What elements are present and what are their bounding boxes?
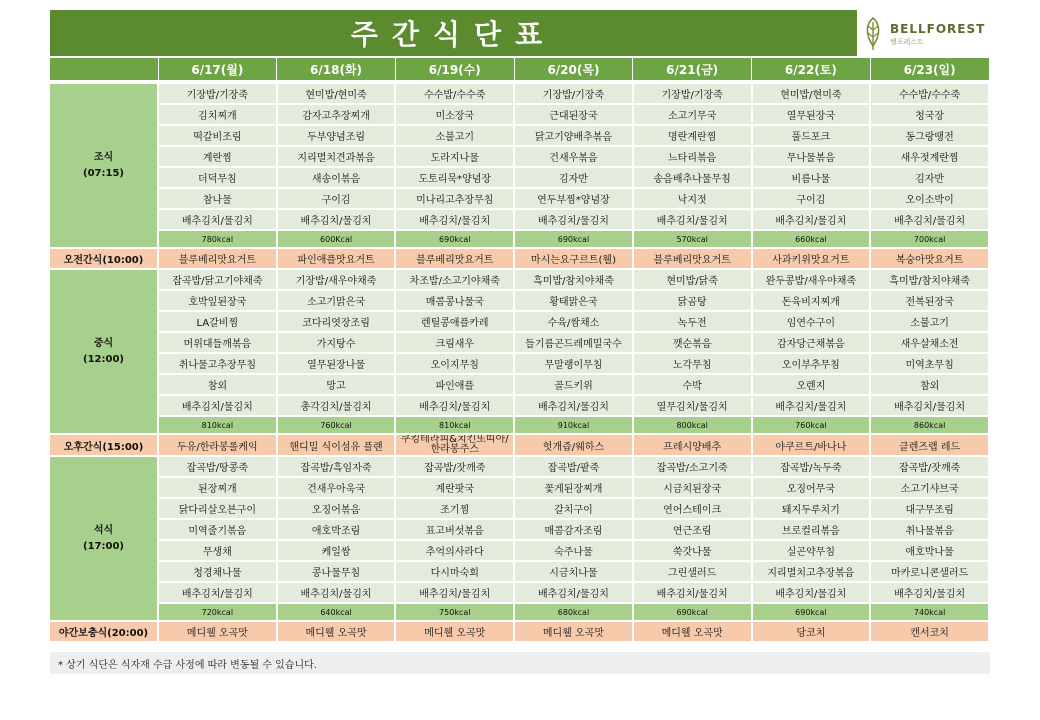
dish-cell: 기장밥/새우야채죽	[277, 269, 396, 290]
dish-cell: 시금치된장국	[633, 477, 752, 498]
dish-cell: 연어스테이크	[633, 498, 752, 519]
dish-cell: 새우살채소전	[870, 332, 989, 353]
snack-cell: 쿠킹테라피&치킨또띠아/한라봉주스	[395, 434, 514, 456]
dish-cell: 완두콩밥/새우야채죽	[752, 269, 871, 290]
dish-cell: 미역초무침	[870, 353, 989, 374]
dish-cell: 배추김치/물김치	[158, 395, 277, 416]
dish-cell: 오이부추무침	[752, 353, 871, 374]
dish-cell: 현미밥/현미죽	[752, 84, 871, 104]
snack-cell: 클렌즈랩 레드	[870, 434, 989, 456]
lunch-dish-row	[50, 374, 989, 395]
dish-cell: 마카로니콘샐러드	[870, 561, 989, 582]
dish-cell: 미역줄기볶음	[158, 519, 277, 540]
dish-cell: 배추김치/물김치	[752, 395, 871, 416]
dish-cell: 시금치나물	[514, 561, 633, 582]
dish-cell: 청국장	[870, 104, 989, 125]
dish-cell: 돈육비지찌개	[752, 290, 871, 311]
dish-cell: 열무김치/물김치	[633, 395, 752, 416]
snack-cell: 메디웰 오곡맛	[514, 621, 633, 642]
dish-cell: 무생채	[158, 540, 277, 561]
dish-cell: 연근조림	[633, 519, 752, 540]
kcal-cell: 760kcal	[277, 416, 396, 434]
dish-cell: 머위대들깨볶음	[158, 332, 277, 353]
dish-cell: 계란팟국	[395, 477, 514, 498]
dish-cell: 열무된장나물	[277, 353, 396, 374]
kcal-cell: 810kcal	[395, 416, 514, 434]
morning_snack-row	[50, 248, 989, 269]
dish-cell: 감자당근채볶음	[752, 332, 871, 353]
dish-cell: 잡곡밥/녹두죽	[752, 456, 871, 477]
dish-cell: 추억의사라다	[395, 540, 514, 561]
lunch-dish-row	[50, 332, 989, 353]
dish-cell: 실곤약무침	[752, 540, 871, 561]
dish-cell: 조기찜	[395, 498, 514, 519]
breakfast-dish-row	[50, 209, 989, 230]
snack-cell: 블루베리맛요거트	[633, 248, 752, 269]
kcal-cell: 640kcal	[277, 603, 396, 621]
dish-cell: 케일쌈	[277, 540, 396, 561]
dish-cell: 근대된장국	[514, 104, 633, 125]
breakfast-dish-row	[50, 104, 989, 125]
snack-cell: 메디웰 오곡맛	[633, 621, 752, 642]
dish-cell: 미소장국	[395, 104, 514, 125]
lunch-dish-row	[50, 269, 989, 290]
dish-cell: 임연수구이	[752, 311, 871, 332]
day-header: 6/23(일)	[870, 58, 989, 80]
kcal-cell: 720kcal	[158, 603, 277, 621]
afternoon_snack-time: (15:00)	[102, 441, 144, 453]
dish-cell: 배추김치/물김치	[395, 209, 514, 230]
snack-cell: 메디웰 오곡맛	[158, 621, 277, 642]
dish-cell: 오이지무침	[395, 353, 514, 374]
dish-cell: 갈치구이	[514, 498, 633, 519]
snack-cell: 당코치	[752, 621, 871, 642]
lunch-dish-row	[50, 395, 989, 416]
dish-cell: 차조밥/소고기야채죽	[395, 269, 514, 290]
dish-cell: 현미밥/현미죽	[277, 84, 396, 104]
bellforest-logo	[862, 14, 990, 54]
snack-cell: 메디웰 오곡맛	[277, 621, 396, 642]
dish-cell: 배추김치/물김치	[514, 395, 633, 416]
dish-cell: 닭곰탕	[633, 290, 752, 311]
dish-cell: 배추김치/물김치	[633, 582, 752, 603]
dish-cell: 송음배추나물무침	[633, 167, 752, 188]
dish-cell: 호박잎된장국	[158, 290, 277, 311]
dish-cell: 지리멸치견과볶음	[277, 146, 396, 167]
dish-cell: 닭고기양배추볶음	[514, 125, 633, 146]
dish-cell: 잡곡밥/소고기죽	[633, 456, 752, 477]
breakfast-kcal-row	[50, 230, 989, 248]
kcal-cell: 810kcal	[158, 416, 277, 434]
dish-cell: 파인애플	[395, 374, 514, 395]
morning_snack-label: 오전간식	[63, 255, 103, 266]
dish-cell: 배추김치/물김치	[277, 209, 396, 230]
dish-cell: 두부양념조림	[277, 125, 396, 146]
night_snack-row	[50, 621, 989, 642]
day-header: 6/22(토)	[752, 58, 871, 80]
leaf-logo-icon	[862, 16, 884, 52]
day-header: 6/20(목)	[514, 58, 633, 80]
dish-cell: 새우젓계란찜	[870, 146, 989, 167]
dish-cell: 잡곡밥/땅콩죽	[158, 456, 277, 477]
dinner-dish-row	[50, 582, 989, 603]
dish-cell: 도라지나물	[395, 146, 514, 167]
dish-cell: 흑미밥/참치야채죽	[514, 269, 633, 290]
breakfast-dish-row	[50, 167, 989, 188]
dish-cell: 녹두전	[633, 311, 752, 332]
day-header: 6/17(월)	[158, 58, 277, 80]
dish-cell: 소고기샤브국	[870, 477, 989, 498]
dish-cell: 동그랑땡전	[870, 125, 989, 146]
dish-cell: 김자반	[514, 167, 633, 188]
day-header-row	[50, 58, 989, 80]
dish-cell: 매콤감자조림	[514, 519, 633, 540]
dish-cell: 연두부찜*양념장	[514, 188, 633, 209]
dish-cell: 참나물	[158, 188, 277, 209]
snack-cell: 메디웰 오곡맛	[395, 621, 514, 642]
snack-cell: 복숭아맛요거트	[870, 248, 989, 269]
dish-cell: 떡갈비조림	[158, 125, 277, 146]
breakfast-dish-row	[50, 125, 989, 146]
dinner-dish-row	[50, 561, 989, 582]
dish-cell: 비름나물	[752, 167, 871, 188]
dish-cell: 배추김치/물김치	[870, 209, 989, 230]
snack-cell: 캔서코치	[870, 621, 989, 642]
dish-cell: 잡곡밥/닭고기야채죽	[158, 269, 277, 290]
dish-cell: 숙주나물	[514, 540, 633, 561]
dish-cell: 돼지두루치기	[752, 498, 871, 519]
dish-cell: 망고	[277, 374, 396, 395]
dish-cell: 오징어무국	[752, 477, 871, 498]
dish-cell: 쑥갓나물	[633, 540, 752, 561]
snack-cell: 야쿠르트/바나나	[752, 434, 871, 456]
dish-cell: 미나리고추장무침	[395, 188, 514, 209]
dish-cell: 표고버섯볶음	[395, 519, 514, 540]
dish-cell: 잡곡밥/잣깨죽	[395, 456, 514, 477]
snack-cell: 헛개즙/웨하스	[514, 434, 633, 456]
dish-cell: 배추김치/물김치	[158, 582, 277, 603]
dish-cell: 대구무조림	[870, 498, 989, 519]
dish-cell: 깻순볶음	[633, 332, 752, 353]
dish-cell: 잡곡밥/팥죽	[514, 456, 633, 477]
dish-cell: 콩나물무침	[277, 561, 396, 582]
footnote: * 상기 식단은 식자재 수급 사정에 따라 변동될 수 있습니다.	[50, 652, 990, 674]
night_snack-time: (20:00)	[107, 628, 149, 639]
dish-cell: 소고기무국	[633, 104, 752, 125]
dish-cell: 다시마숙회	[395, 561, 514, 582]
page-title: 주간식단표	[50, 10, 857, 56]
dish-cell: 배추김치/물김치	[277, 582, 396, 603]
dish-cell: 꽃게된장찌개	[514, 477, 633, 498]
dish-cell: 된장찌개	[158, 477, 277, 498]
day-header: 6/21(금)	[633, 58, 752, 80]
dish-cell: 크림새우	[395, 332, 514, 353]
dish-cell: 무나물볶음	[752, 146, 871, 167]
dish-cell: 수박	[633, 374, 752, 395]
dish-cell: 골드키위	[514, 374, 633, 395]
dish-cell: 취나물볶음	[870, 519, 989, 540]
dish-cell: 노각무침	[633, 353, 752, 374]
morning_snack-time: (10:00)	[102, 255, 144, 266]
dish-cell: 기장밥/기장죽	[158, 84, 277, 104]
kcal-cell: 800kcal	[633, 416, 752, 434]
day-header: 6/19(수)	[395, 58, 514, 80]
lunch-time: (12:00)	[83, 353, 124, 365]
kcal-cell: 690kcal	[633, 603, 752, 621]
kcal-cell: 760kcal	[752, 416, 871, 434]
dish-cell: 명란계란찜	[633, 125, 752, 146]
breakfast-dish-row	[50, 146, 989, 167]
dish-cell: 수수밥/수수죽	[395, 84, 514, 104]
snack-cell: 블루베리맛요거트	[158, 248, 277, 269]
dish-cell: 전복된장국	[870, 290, 989, 311]
dinner-time: (17:00)	[83, 540, 124, 552]
dish-cell: 브로컬리볶음	[752, 519, 871, 540]
dish-cell: 오이소박이	[870, 188, 989, 209]
breakfast-dish-row	[50, 188, 989, 209]
dish-cell: LA갈비찜	[158, 311, 277, 332]
kcal-cell: 700kcal	[870, 230, 989, 248]
dish-cell: 열무된장국	[752, 104, 871, 125]
kcal-cell: 750kcal	[395, 603, 514, 621]
dish-cell: 배추김치/물김치	[514, 209, 633, 230]
dish-cell: 흑미밥/참치야채죽	[870, 269, 989, 290]
dish-cell: 소불고기	[870, 311, 989, 332]
dish-cell: 배추김치/물김치	[752, 209, 871, 230]
dish-cell: 감자고추장찌개	[277, 104, 396, 125]
kcal-cell: 570kcal	[633, 230, 752, 248]
kcal-cell: 910kcal	[514, 416, 633, 434]
dish-cell: 배추김치/물김치	[633, 209, 752, 230]
lunch-dish-row	[50, 290, 989, 311]
kcal-cell: 660kcal	[752, 230, 871, 248]
kcal-cell: 690kcal	[514, 230, 633, 248]
kcal-cell: 740kcal	[870, 603, 989, 621]
dish-cell: 배추김치/물김치	[514, 582, 633, 603]
snack-cell: 핸디밀 식이섬유 플랜	[277, 434, 396, 456]
dinner-dish-row	[50, 456, 989, 477]
dish-cell: 건새우볶음	[514, 146, 633, 167]
dish-cell: 구이김	[752, 188, 871, 209]
dish-cell: 느타리볶음	[633, 146, 752, 167]
dish-cell: 배추김치/물김치	[752, 582, 871, 603]
dish-cell: 참외	[870, 374, 989, 395]
dish-cell: 닭다리살오븐구이	[158, 498, 277, 519]
dish-cell: 잡곡밥/잣깨죽	[870, 456, 989, 477]
dish-cell: 그린샐러드	[633, 561, 752, 582]
dish-cell: 무말랭이무침	[514, 353, 633, 374]
kcal-cell: 860kcal	[870, 416, 989, 434]
breakfast-label-cell	[50, 84, 158, 248]
header-corner	[50, 58, 158, 80]
dish-cell: 김자반	[870, 167, 989, 188]
afternoon_snack-row	[50, 434, 989, 456]
dish-cell: 총각김치/물김치	[277, 395, 396, 416]
kcal-cell: 680kcal	[514, 603, 633, 621]
dish-cell: 매콤콩나물국	[395, 290, 514, 311]
lunch-dish-row	[50, 353, 989, 374]
dish-cell: 소불고기	[395, 125, 514, 146]
kcal-cell: 600Kcal	[277, 230, 396, 248]
dish-cell: 새송이볶음	[277, 167, 396, 188]
snack-cell: 프레시양배추	[633, 434, 752, 456]
dish-cell: 수육/쌈채소	[514, 311, 633, 332]
logo-name: BELLFOREST	[890, 21, 986, 36]
lunch-kcal-row	[50, 416, 989, 434]
dish-cell: 황태맑은국	[514, 290, 633, 311]
dish-cell: 건새우아욱국	[277, 477, 396, 498]
day-header: 6/18(화)	[277, 58, 396, 80]
afternoon_snack-label-cell	[50, 434, 158, 456]
dish-cell: 애호박나물	[870, 540, 989, 561]
weekly-menu-table	[50, 58, 990, 643]
snack-cell: 마시는요구르트(웰)	[514, 248, 633, 269]
dinner-dish-row	[50, 498, 989, 519]
dish-cell: 오렌지	[752, 374, 871, 395]
lunch-label-cell	[50, 269, 158, 434]
dish-cell: 코다리엿장조림	[277, 311, 396, 332]
dish-cell: 배추김치/물김치	[158, 209, 277, 230]
dish-cell: 소고기맑은국	[277, 290, 396, 311]
dish-cell: 배추김치/물김치	[395, 395, 514, 416]
dish-cell: 낙지젓	[633, 188, 752, 209]
dish-cell: 풀드포크	[752, 125, 871, 146]
dish-cell: 도토리묵*양념장	[395, 167, 514, 188]
dish-cell: 취나물고추장무침	[158, 353, 277, 374]
dish-cell: 배추김치/물김치	[395, 582, 514, 603]
breakfast-dish-row	[50, 84, 989, 104]
dish-cell: 가지탕수	[277, 332, 396, 353]
dinner-label-cell	[50, 456, 158, 621]
dinner-dish-row	[50, 477, 989, 498]
kcal-cell: 690kcal	[395, 230, 514, 248]
dish-cell: 구이김	[277, 188, 396, 209]
night_snack-label-cell	[50, 621, 158, 642]
breakfast-time: (07:15)	[83, 167, 124, 179]
dish-cell: 들기름곤드레메밀국수	[514, 332, 633, 353]
snack-cell: 파인애플맛요거트	[277, 248, 396, 269]
dish-cell: 애호박조림	[277, 519, 396, 540]
snack-cell: 사과키위맛요거트	[752, 248, 871, 269]
dish-cell: 기장밥/기장죽	[633, 84, 752, 104]
dish-cell: 배추김치/물김치	[870, 395, 989, 416]
dish-cell: 현미밥/닭죽	[633, 269, 752, 290]
night_snack-label: 야간보충식	[58, 628, 108, 639]
dish-cell: 잡곡밥/흑임자죽	[277, 456, 396, 477]
dish-cell: 수수밥/수수죽	[870, 84, 989, 104]
dish-cell: 오징어볶음	[277, 498, 396, 519]
logo-subtitle: 벨포레스트	[890, 37, 924, 46]
lunch-dish-row	[50, 311, 989, 332]
dish-cell: 김치찌개	[158, 104, 277, 125]
dinner-dish-row	[50, 540, 989, 561]
afternoon_snack-label: 오후간식	[63, 441, 103, 453]
snack-cell: 블루베리맛요거트	[395, 248, 514, 269]
dish-cell: 참외	[158, 374, 277, 395]
morning_snack-label-cell	[50, 248, 158, 269]
dinner-label: 석식	[93, 524, 114, 536]
lunch-label: 중식	[93, 337, 114, 349]
dish-cell: 배추김치/물김치	[870, 582, 989, 603]
dish-cell: 더덕무침	[158, 167, 277, 188]
kcal-cell: 780kcal	[158, 230, 277, 248]
dish-cell: 렌틸콩애플카레	[395, 311, 514, 332]
breakfast-label: 조식	[93, 151, 114, 163]
dish-cell: 청경채나물	[158, 561, 277, 582]
dish-cell: 기장밥/기장죽	[514, 84, 633, 104]
kcal-cell: 690kcal	[752, 603, 871, 621]
dish-cell: 계란찜	[158, 146, 277, 167]
dinner-dish-row	[50, 519, 989, 540]
dinner-kcal-row	[50, 603, 989, 621]
dish-cell: 지리멸치고추장볶음	[752, 561, 871, 582]
snack-cell: 두유/한라봉롤케익	[158, 434, 277, 456]
